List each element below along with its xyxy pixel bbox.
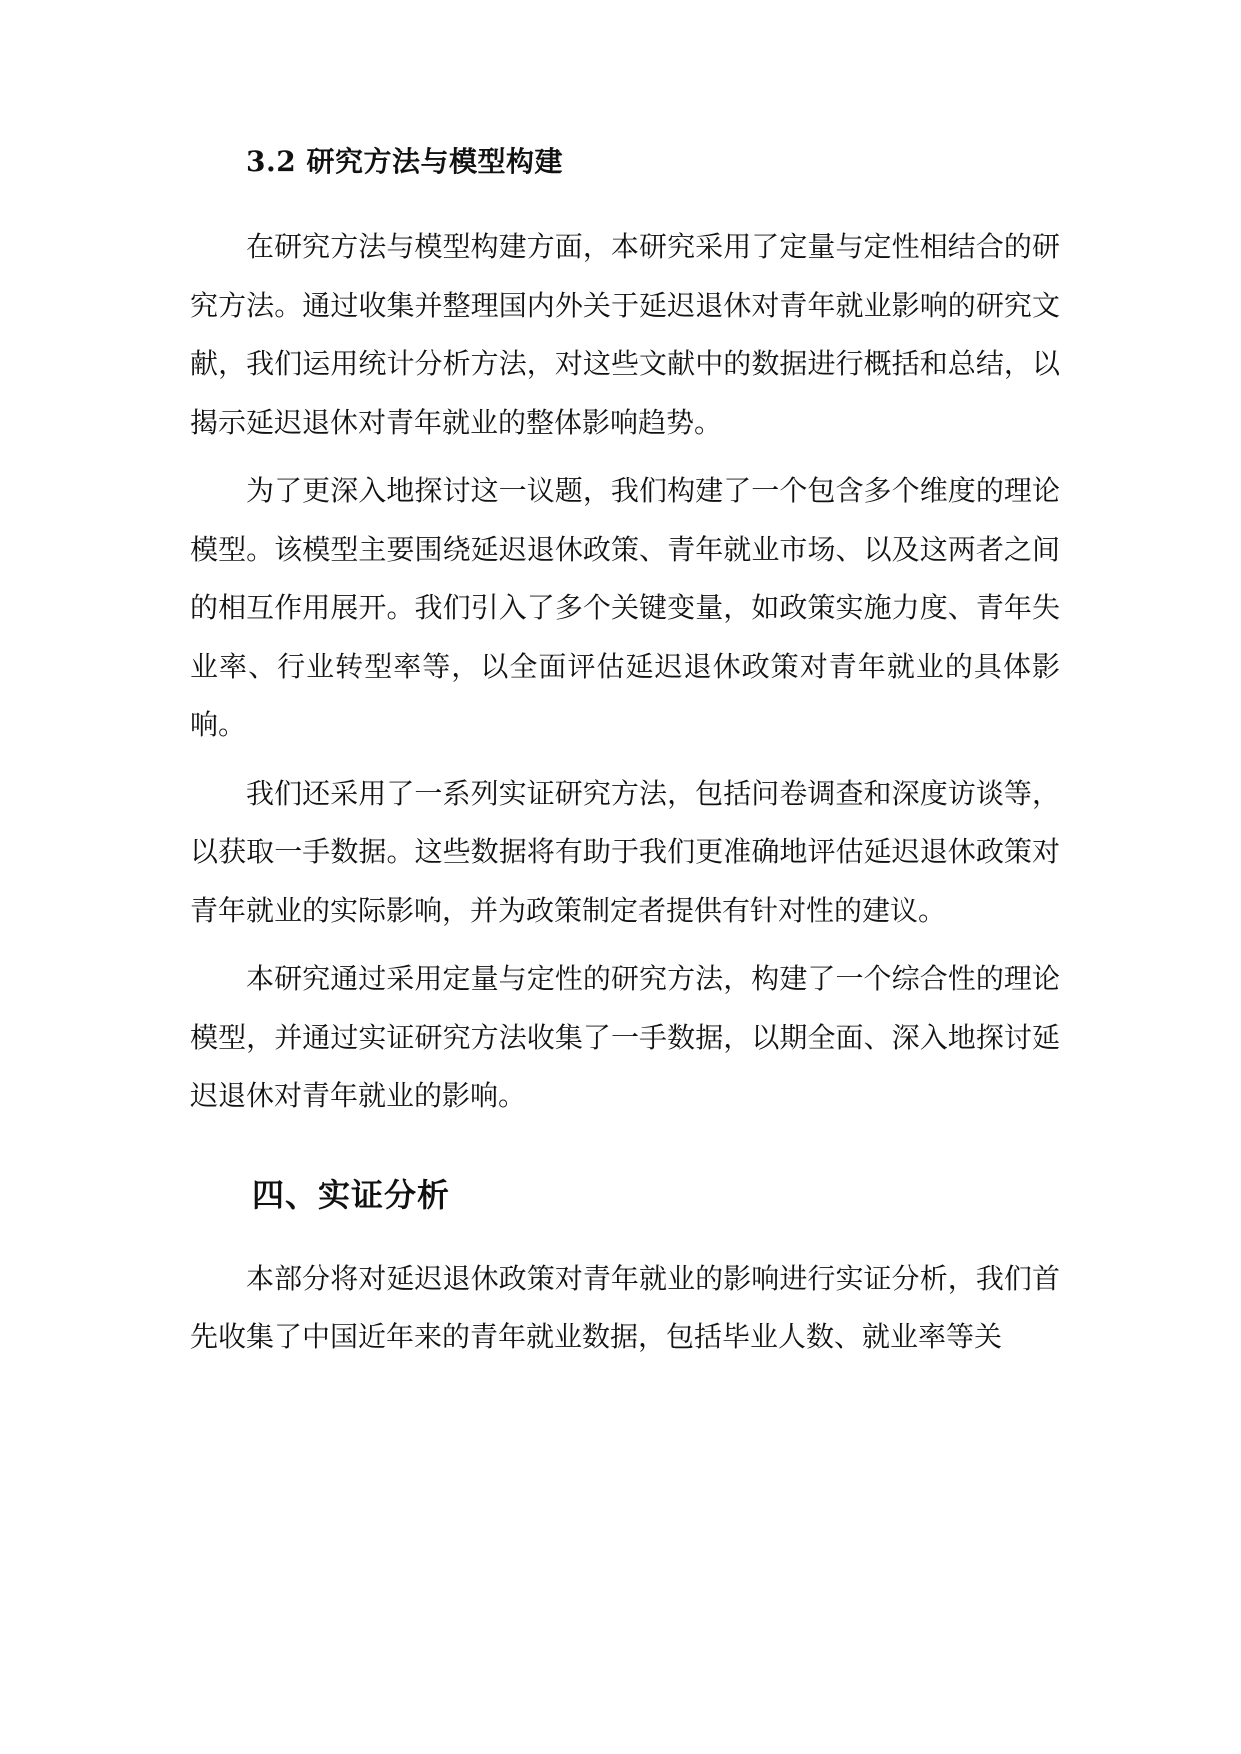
section-paragraph-1: 本部分将对延迟退休政策对青年就业的影响进行实证分析，我们首先收集了中国近年来的青年就业数据，包括毕业人数、就业率等关: [190, 1261, 1060, 1353]
section-title: 四、实证分析: [252, 1175, 451, 1214]
paragraph-2: 为了更深入地探讨这一议题，我们构建了一个包含多个维度的理论模型。该模型主要围绕延迟退休政策、青年就业市场、以及这两者之间的相互作用展开。我们引入了多个关键变量，如政策实施力度、青年失业率、行业转型率等，以全面评估延迟退休政策对青年就业的具体影响。: [190, 474, 1060, 741]
paragraph-4: 本研究通过采用定量与定性的研究方法，构建了一个综合性的理论模型，并通过实证研究方法收集了一手数据，以期全面、深入地探讨延迟退休对青年就业的影响。: [190, 962, 1060, 1112]
paragraph-1: 在研究方法与模型构建方面，本研究采用了定量与定性相结合的研究方法。通过收集并整理国内外关于延迟退休对青年就业影响的研究文献，我们运用统计分析方法，对这些文献中的数据进行概括和总结，以揭示延迟退休对青年就业的整体影响趋势。: [190, 230, 1060, 439]
paragraph-3: 我们还采用了一系列实证研究方法，包括问卷调查和深度访谈等，以获取一手数据。这些数据将有助于我们更准确地评估延迟退休政策对青年就业的实际影响，并为政策制定者提供有针对性的建议。: [190, 776, 1060, 927]
subsection-title: 3.2 研究方法与模型构建: [246, 145, 563, 178]
document-body: [190, 140, 1060, 1377]
